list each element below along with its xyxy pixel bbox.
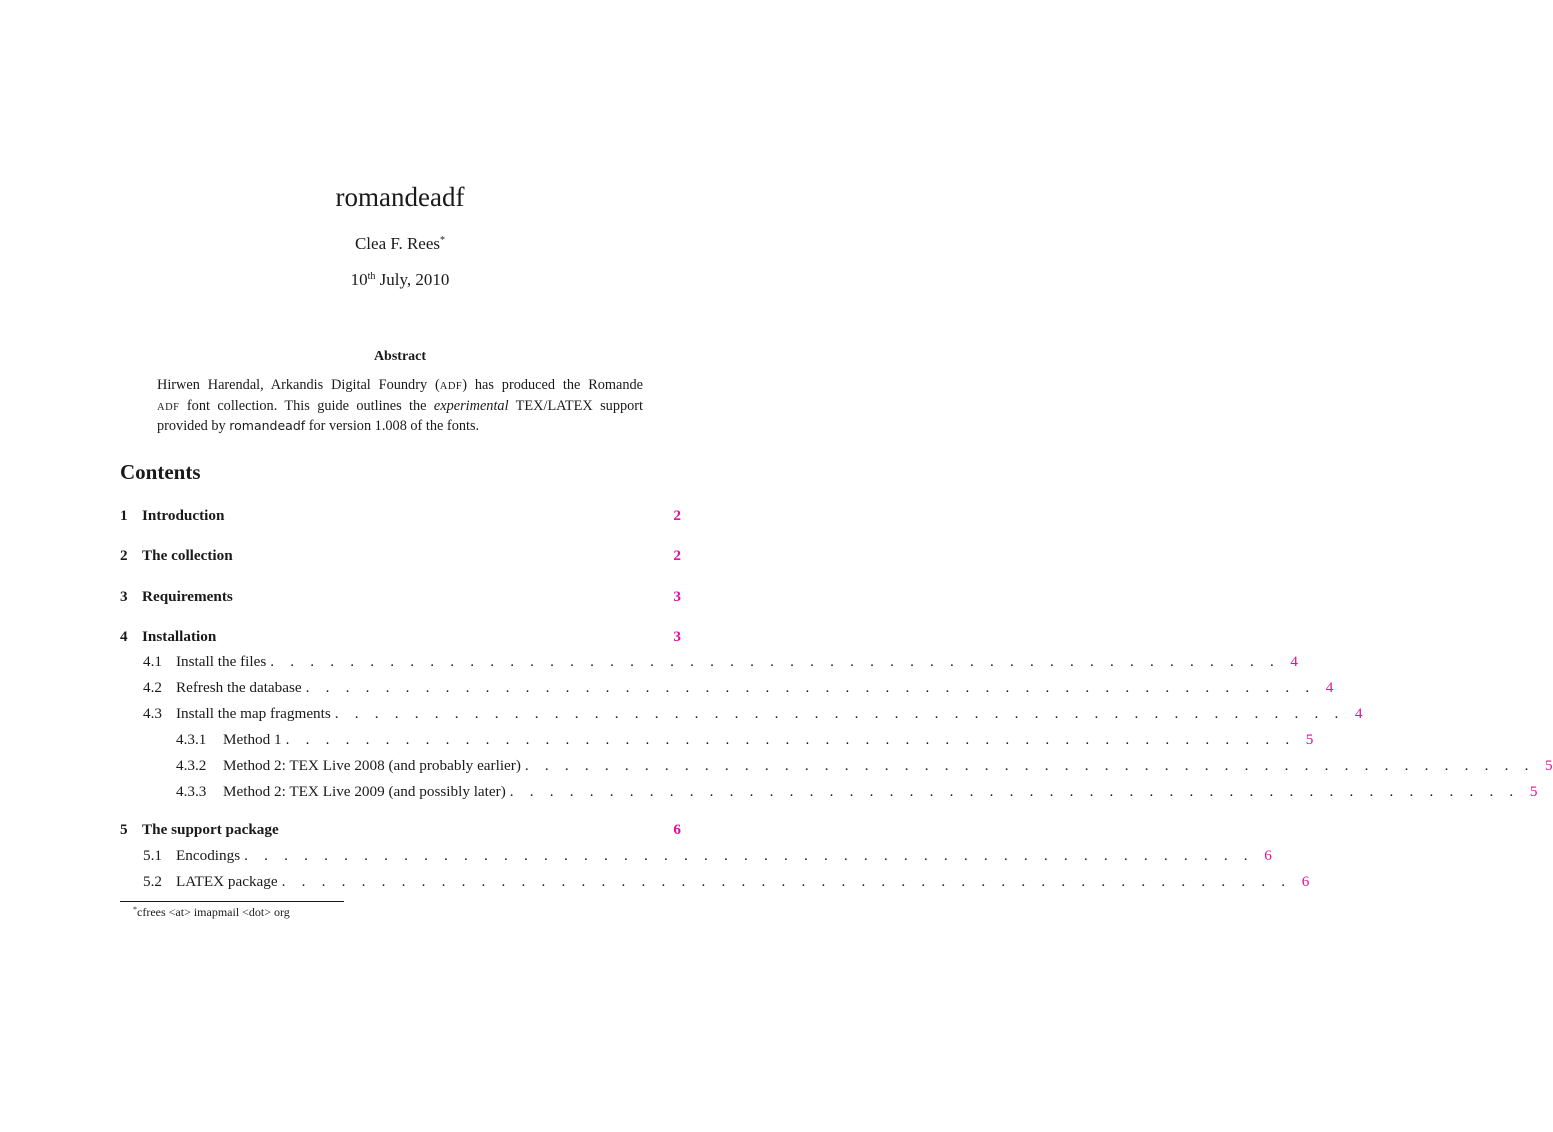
toc-leader: . . . . . . . . . . . . . . . . . . . . . . . . . . . . . . . . . . . . . . . . . . . . . . . . . . . <box>305 679 1316 696</box>
date-line <box>0 270 800 290</box>
toc-number: 4.3.2 <box>176 757 207 774</box>
toc-page-link[interactable]: 4 <box>1325 679 1334 696</box>
toc-page-link[interactable]: 3 <box>673 628 681 645</box>
toc-number: 2 <box>120 547 128 564</box>
toc-entry[interactable] <box>120 628 681 650</box>
toc-page-link[interactable]: 4 <box>1354 705 1363 722</box>
toc-leader: . . . . . . . . . . . . . . . . . . . . . . . . . . . . . . . . . . . . . . . . . . . . . . . . . . . <box>524 757 1535 774</box>
toc-number: 1 <box>120 507 128 524</box>
toc-page-link[interactable]: 2 <box>673 507 681 524</box>
toc-leader: . . . . . . . . . . . . . . . . . . . . . . . . . . . . . . . . . . . . . . . . . . . . . . . . . . . <box>509 783 1520 800</box>
toc-page-link[interactable]: 4 <box>1290 653 1298 670</box>
toc-label[interactable]: Introduction <box>142 507 225 524</box>
abstract-smallcaps: ADF <box>157 401 180 413</box>
author-line <box>0 234 800 254</box>
toc-label[interactable]: Method 1 <box>223 731 282 748</box>
toc-label[interactable]: Method 2: TEX Live 2008 (and probably earlier) <box>223 757 521 774</box>
toc-number: 5 <box>120 821 128 838</box>
toc-number: 5.1 <box>143 847 162 864</box>
toc-number: 3 <box>120 588 128 605</box>
toc-label[interactable]: Method 2: TEX Live 2009 (and possibly later) <box>223 783 506 800</box>
toc-page-link[interactable]: 6 <box>673 821 681 838</box>
toc-number: 4.3 <box>143 705 162 722</box>
toc-entry[interactable] <box>120 757 1553 779</box>
toc-label[interactable]: Requirements <box>142 588 233 605</box>
abstract-emphasis: experimental <box>433 397 509 414</box>
toc-leader: . . . . . . . . . . . . . . . . . . . . . . . . . . . . . . . . . . . . . . . . . . . . . . . . . . . <box>281 873 1292 890</box>
date-suffix: th <box>367 271 376 282</box>
footnote-text: cfrees <at> imapmail <dot> org <box>137 905 290 919</box>
toc-number: 4.1 <box>143 653 162 670</box>
abstract-line <box>157 376 643 397</box>
toc-number: 5.2 <box>143 873 162 890</box>
contents-heading: Contents <box>120 460 201 484</box>
toc-leader: . . . . . . . . . . . . . . . . . . . . . . . . . . . . . . . . . . . . . . . . . . . . . . . . . . . <box>334 705 1345 722</box>
toc-entry[interactable] <box>120 507 681 529</box>
toc-entry[interactable] <box>120 588 681 610</box>
toc-entry[interactable] <box>120 653 1298 675</box>
abstract-text: provided by <box>157 418 230 434</box>
toc-number: 4.3.3 <box>176 783 207 800</box>
toc-label[interactable]: Encodings <box>176 847 241 864</box>
toc-entry[interactable] <box>120 783 1538 805</box>
toc-entry[interactable] <box>120 821 681 843</box>
toc-entry[interactable] <box>120 873 1310 895</box>
toc-number: 4.2 <box>143 679 162 696</box>
toc-entry[interactable] <box>120 705 1363 727</box>
toc-entry[interactable] <box>120 847 1272 869</box>
toc-entry[interactable] <box>120 731 1314 753</box>
date-rest: July, 2010 <box>379 270 450 289</box>
abstract-line <box>157 397 643 418</box>
toc-page-link[interactable]: 6 <box>1301 873 1310 890</box>
toc-label[interactable]: Install the files <box>176 653 267 670</box>
toc-number: 4 <box>120 628 128 645</box>
abstract-text: ) has produced the Romande <box>462 377 643 393</box>
footnote-mark[interactable]: * <box>440 235 446 246</box>
abstract-body <box>157 376 643 436</box>
toc-page-link[interactable]: 2 <box>673 547 681 564</box>
toc-leader: . . . . . . . . . . . . . . . . . . . . . . . . . . . . . . . . . . . . . . . . . . . . . . . . . . . <box>285 731 1296 748</box>
toc-label[interactable]: The support package <box>142 821 279 838</box>
package-name: romandeadf <box>229 418 306 433</box>
toc-label[interactable]: Install the map fragments <box>176 705 331 722</box>
toc-page-link[interactable]: 3 <box>673 588 681 605</box>
date-day: 10 <box>350 270 368 289</box>
abstract-line <box>157 417 643 436</box>
abstract-text: for version 1.008 of the fonts. <box>305 418 480 434</box>
toc-label[interactable]: Refresh the database <box>176 679 302 696</box>
footnote-rule <box>120 901 344 902</box>
toc-entry[interactable] <box>120 547 681 569</box>
abstract-heading: Abstract <box>373 349 427 364</box>
toc-page-link[interactable]: 5 <box>1529 783 1538 800</box>
document-title: romandeadf <box>335 182 465 212</box>
toc-leader: . . . . . . . . . . . . . . . . . . . . . . . . . . . . . . . . . . . . . . . . . . . . . . . . . . . <box>244 847 1254 864</box>
toc-leader: . . . . . . . . . . . . . . . . . . . . . . . . . . . . . . . . . . . . . . . . . . . . . . . . . . . <box>270 653 1280 670</box>
footnote-mark: * <box>133 905 137 914</box>
abstract-text: font collection. This guide outlines the <box>179 397 434 414</box>
toc-page-link[interactable]: 5 <box>1545 757 1553 774</box>
abstract-text: Hirwen Harendal, Arkandis Digital Foundry ( <box>157 377 440 393</box>
toc-number: 4.3.1 <box>176 731 207 748</box>
toc-label[interactable]: Installation <box>142 628 217 645</box>
toc-page-link[interactable]: 5 <box>1305 731 1314 748</box>
footnote <box>133 905 290 920</box>
toc-entry[interactable] <box>120 679 1334 701</box>
abstract-smallcaps: ADF <box>439 381 463 392</box>
abstract-text: TEX/LATEX support <box>508 397 643 414</box>
toc-page-link[interactable]: 6 <box>1264 847 1272 864</box>
author-name: Clea F. Rees <box>354 234 441 253</box>
toc-label[interactable]: The collection <box>142 547 233 564</box>
toc-label[interactable]: LATEX package <box>176 873 278 890</box>
